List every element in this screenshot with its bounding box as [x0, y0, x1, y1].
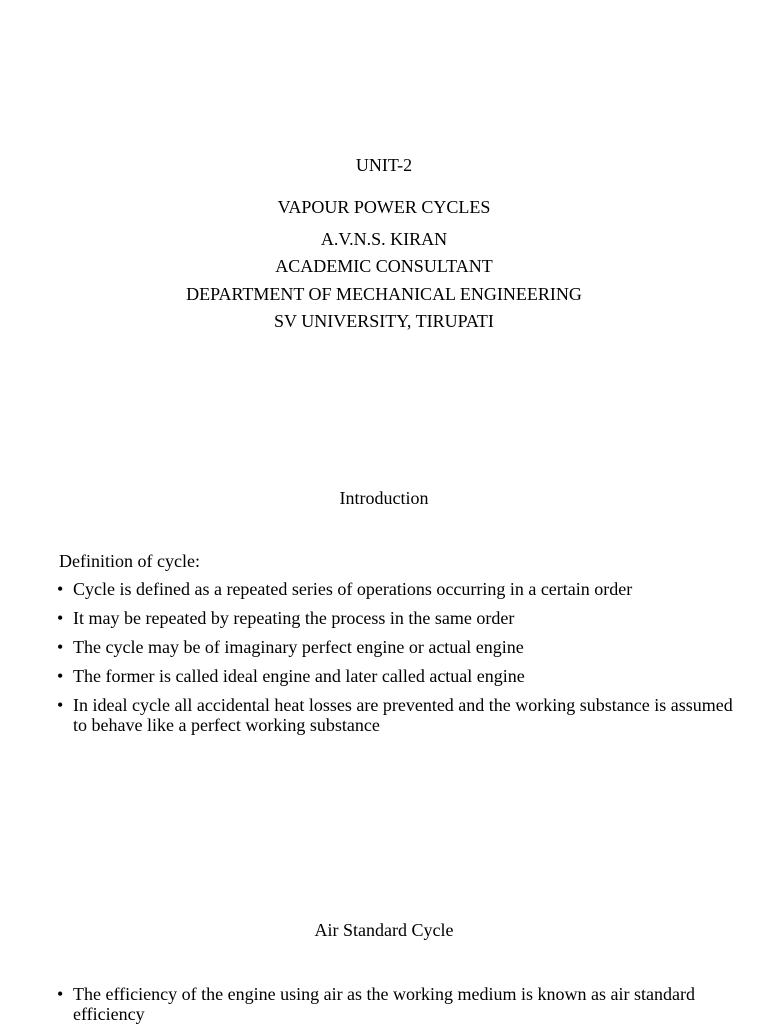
author-name: A.V.N.S. KIRAN [320, 229, 448, 249]
introduction-heading: Introduction [339, 488, 429, 508]
department-name: DEPARTMENT OF MECHANICAL ENGINEERING [186, 284, 582, 304]
air-standard-cycle-heading: Air Standard Cycle [314, 920, 454, 940]
bullet-dot-icon: • [57, 579, 64, 599]
bullet-text: In ideal cycle all accidental heat losses are prevented and the working substance is assumed to behave like a perfect working substance [73, 695, 733, 735]
list-item [57, 579, 737, 599]
bullet-dot-icon: • [57, 984, 64, 1004]
author-designation: ACADEMIC CONSULTANT [275, 256, 493, 276]
bullet-text: The former is called ideal engine and later called actual engine [73, 666, 525, 686]
list-item [57, 608, 737, 628]
unit-label: UNIT-2 [355, 155, 413, 175]
document-title: VAPOUR POWER CYCLES [277, 197, 491, 217]
bullet-dot-icon: • [57, 608, 64, 628]
bullet-dot-icon: • [57, 666, 64, 686]
list-item [57, 637, 737, 657]
bullet-text: The efficiency of the engine using air as the working medium is known as air standard efficiency [73, 984, 695, 1024]
definition-subheading: Definition of cycle: [59, 551, 200, 571]
air-standard-bullet-list [57, 984, 737, 1024]
list-item [57, 984, 737, 1024]
bullet-text: It may be repeated by repeating the process in the same order [73, 608, 515, 628]
university-name: SV UNIVERSITY, TIRUPATI [274, 311, 494, 331]
bullet-dot-icon: • [57, 637, 64, 657]
list-item [57, 666, 737, 686]
bullet-text: The cycle may be of imaginary perfect engine or actual engine [73, 637, 524, 657]
list-item [57, 695, 737, 735]
bullet-dot-icon: • [57, 695, 64, 715]
introduction-bullet-list [57, 579, 737, 735]
bullet-text: Cycle is defined as a repeated series of operations occurring in a certain order [73, 579, 633, 599]
